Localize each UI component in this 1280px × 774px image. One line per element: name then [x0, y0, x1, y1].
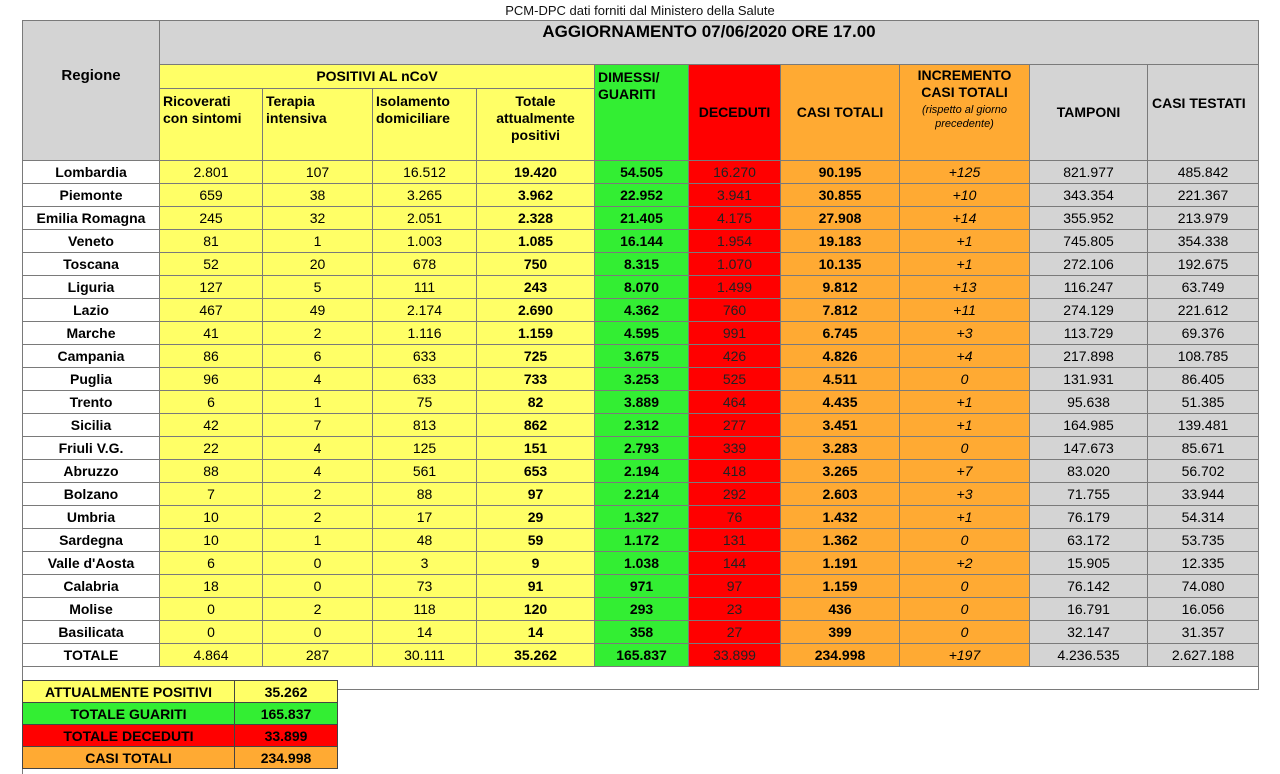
cell-dimessi: 2.214 [595, 483, 689, 506]
cell-casi-testati: 33.944 [1148, 483, 1259, 506]
cell-ricoverati: 6 [160, 552, 263, 575]
cell-casi-totali: 27.908 [781, 207, 900, 230]
cell-regione: Trento [23, 391, 160, 414]
cell-dimessi: 3.889 [595, 391, 689, 414]
cell-terapia: 4 [263, 368, 373, 391]
table-row [23, 621, 1259, 644]
summary-value: 35.262 [235, 681, 338, 703]
cell-isolamento: 30.111 [373, 644, 477, 667]
cell-deceduti: 277 [689, 414, 781, 437]
header-incremento-label: INCREMENTO CASI TOTALI [917, 67, 1012, 100]
cell-incremento: +197 [900, 644, 1030, 667]
cell-casi-totali: 1.432 [781, 506, 900, 529]
cell-totale-positivi: 750 [477, 253, 595, 276]
cell-regione: Calabria [23, 575, 160, 598]
table-row [23, 575, 1259, 598]
cell-tamponi: 32.147 [1030, 621, 1148, 644]
table-row [23, 460, 1259, 483]
summary-row [23, 681, 338, 703]
cell-casi-totali: 7.812 [781, 299, 900, 322]
table-body [23, 161, 1259, 690]
cell-ricoverati: 22 [160, 437, 263, 460]
cell-casi-totali: 3.451 [781, 414, 900, 437]
header-tamponi: TAMPONI [1030, 65, 1148, 161]
cell-casi-testati: 54.314 [1148, 506, 1259, 529]
summary-table [22, 680, 338, 769]
cell-isolamento: 1.003 [373, 230, 477, 253]
cell-casi-totali: 1.362 [781, 529, 900, 552]
cell-regione: Friuli V.G. [23, 437, 160, 460]
cell-isolamento: 14 [373, 621, 477, 644]
cell-casi-totali: 30.855 [781, 184, 900, 207]
cell-totale-positivi: 1.159 [477, 322, 595, 345]
cell-casi-testati: 108.785 [1148, 345, 1259, 368]
cell-deceduti: 464 [689, 391, 781, 414]
cell-casi-totali: 436 [781, 598, 900, 621]
cell-totale-positivi: 2.690 [477, 299, 595, 322]
cell-ricoverati: 2.801 [160, 161, 263, 184]
cell-isolamento: 2.174 [373, 299, 477, 322]
cell-dimessi: 2.194 [595, 460, 689, 483]
cell-terapia: 107 [263, 161, 373, 184]
cell-isolamento: 3 [373, 552, 477, 575]
cell-tamponi: 274.129 [1030, 299, 1148, 322]
cell-dimessi: 8.070 [595, 276, 689, 299]
table-row [23, 598, 1259, 621]
cell-tamponi: 113.729 [1030, 322, 1148, 345]
cell-regione: Abruzzo [23, 460, 160, 483]
cell-tamponi: 15.905 [1030, 552, 1148, 575]
cell-totale-positivi: 29 [477, 506, 595, 529]
cell-casi-totali: 3.283 [781, 437, 900, 460]
cell-dimessi: 293 [595, 598, 689, 621]
cell-deceduti: 131 [689, 529, 781, 552]
cell-tamponi: 71.755 [1030, 483, 1148, 506]
cell-isolamento: 125 [373, 437, 477, 460]
cell-ricoverati: 81 [160, 230, 263, 253]
cell-isolamento: 678 [373, 253, 477, 276]
table-row [23, 299, 1259, 322]
cell-dimessi: 3.253 [595, 368, 689, 391]
cell-ricoverati: 6 [160, 391, 263, 414]
table-row [23, 322, 1259, 345]
cell-casi-testati: 31.357 [1148, 621, 1259, 644]
cell-ricoverati: 41 [160, 322, 263, 345]
cell-incremento: +1 [900, 391, 1030, 414]
cell-dimessi: 21.405 [595, 207, 689, 230]
cell-totale-positivi: 243 [477, 276, 595, 299]
header-incremento-note: (rispetto al giorno precedente) [922, 104, 1007, 130]
cell-terapia: 2 [263, 506, 373, 529]
cell-tamponi: 95.638 [1030, 391, 1148, 414]
header-regione: Regione [23, 21, 160, 161]
cell-incremento: 0 [900, 598, 1030, 621]
header-casi-totali: CASI TOTALI [781, 65, 900, 161]
cell-regione: Emilia Romagna [23, 207, 160, 230]
cell-isolamento: 75 [373, 391, 477, 414]
cell-totale-positivi: 2.328 [477, 207, 595, 230]
cell-isolamento: 633 [373, 345, 477, 368]
cell-regione: Umbria [23, 506, 160, 529]
cell-tamponi: 131.931 [1030, 368, 1148, 391]
cell-casi-totali: 6.745 [781, 322, 900, 345]
cell-regione: Lazio [23, 299, 160, 322]
cell-regione: Sicilia [23, 414, 160, 437]
cell-regione: Campania [23, 345, 160, 368]
cell-tamponi: 76.142 [1030, 575, 1148, 598]
cell-incremento: +13 [900, 276, 1030, 299]
table-row [23, 391, 1259, 414]
cell-totale-positivi: 3.962 [477, 184, 595, 207]
cell-casi-testati: 56.702 [1148, 460, 1259, 483]
cell-terapia: 0 [263, 552, 373, 575]
cell-casi-testati: 12.335 [1148, 552, 1259, 575]
cell-casi-testati: 192.675 [1148, 253, 1259, 276]
cell-totale-positivi: 862 [477, 414, 595, 437]
header-isolamento: Isolamento domiciliare [373, 89, 477, 161]
cell-incremento: +2 [900, 552, 1030, 575]
cell-regione: Valle d'Aosta [23, 552, 160, 575]
cell-isolamento: 813 [373, 414, 477, 437]
table-row [23, 552, 1259, 575]
cell-isolamento: 73 [373, 575, 477, 598]
cell-regione: Veneto [23, 230, 160, 253]
summary-row [23, 747, 338, 769]
cell-ricoverati: 0 [160, 621, 263, 644]
cell-casi-testati: 213.979 [1148, 207, 1259, 230]
cell-tamponi: 343.354 [1030, 184, 1148, 207]
table-row [23, 230, 1259, 253]
table-row [23, 276, 1259, 299]
cell-dimessi: 1.038 [595, 552, 689, 575]
cell-incremento: 0 [900, 529, 1030, 552]
cell-terapia: 1 [263, 230, 373, 253]
cell-isolamento: 48 [373, 529, 477, 552]
cell-regione: Puglia [23, 368, 160, 391]
cell-dimessi: 3.675 [595, 345, 689, 368]
summary-row [23, 703, 338, 725]
cell-tamponi: 272.106 [1030, 253, 1148, 276]
cell-regione: Liguria [23, 276, 160, 299]
cell-totale-positivi: 9 [477, 552, 595, 575]
summary-value: 33.899 [235, 725, 338, 747]
cell-ricoverati: 245 [160, 207, 263, 230]
table-row [23, 483, 1259, 506]
cell-terapia: 2 [263, 483, 373, 506]
cell-ricoverati: 467 [160, 299, 263, 322]
cell-casi-testati: 53.735 [1148, 529, 1259, 552]
cell-regione: Lombardia [23, 161, 160, 184]
cell-totale-positivi: 653 [477, 460, 595, 483]
cell-dimessi: 16.144 [595, 230, 689, 253]
cell-deceduti: 33.899 [689, 644, 781, 667]
cell-tamponi: 821.977 [1030, 161, 1148, 184]
cell-dimessi: 2.312 [595, 414, 689, 437]
cell-terapia: 20 [263, 253, 373, 276]
cell-terapia: 7 [263, 414, 373, 437]
cell-deceduti: 339 [689, 437, 781, 460]
cell-deceduti: 991 [689, 322, 781, 345]
cell-tamponi: 16.791 [1030, 598, 1148, 621]
cell-dimessi: 1.172 [595, 529, 689, 552]
cell-ricoverati: 86 [160, 345, 263, 368]
header-deceduti: DECEDUTI [689, 65, 781, 161]
header-totale-positivi: Totale attualmente positivi [477, 89, 595, 161]
summary-label: CASI TOTALI [23, 747, 235, 769]
cell-isolamento: 633 [373, 368, 477, 391]
cell-incremento: +11 [900, 299, 1030, 322]
cell-casi-totali: 2.603 [781, 483, 900, 506]
cell-totale-positivi: 151 [477, 437, 595, 460]
cell-dimessi: 4.362 [595, 299, 689, 322]
cell-terapia: 0 [263, 575, 373, 598]
cell-incremento: 0 [900, 437, 1030, 460]
cell-casi-totali: 4.435 [781, 391, 900, 414]
cell-casi-testati: 86.405 [1148, 368, 1259, 391]
cell-dimessi: 22.952 [595, 184, 689, 207]
cell-tamponi: 745.805 [1030, 230, 1148, 253]
cell-regione: Piemonte [23, 184, 160, 207]
header-incremento [900, 65, 1030, 161]
cell-casi-testati: 69.376 [1148, 322, 1259, 345]
cell-isolamento: 88 [373, 483, 477, 506]
cell-regione: Sardegna [23, 529, 160, 552]
cell-casi-testati: 74.080 [1148, 575, 1259, 598]
cell-casi-totali: 90.195 [781, 161, 900, 184]
cell-totale-positivi: 97 [477, 483, 595, 506]
cell-terapia: 0 [263, 621, 373, 644]
cell-isolamento: 111 [373, 276, 477, 299]
cell-dimessi: 358 [595, 621, 689, 644]
cell-casi-totali: 19.183 [781, 230, 900, 253]
table-row [23, 414, 1259, 437]
cell-deceduti: 144 [689, 552, 781, 575]
cell-tamponi: 76.179 [1030, 506, 1148, 529]
cell-incremento: 0 [900, 368, 1030, 391]
cell-ricoverati: 18 [160, 575, 263, 598]
cell-terapia: 287 [263, 644, 373, 667]
cell-totale-positivi: 82 [477, 391, 595, 414]
summary-label: ATTUALMENTE POSITIVI [23, 681, 235, 703]
cell-deceduti: 1.954 [689, 230, 781, 253]
cell-tamponi: 217.898 [1030, 345, 1148, 368]
cell-terapia: 4 [263, 437, 373, 460]
cell-casi-testati: 85.671 [1148, 437, 1259, 460]
table-row [23, 345, 1259, 368]
cell-casi-testati: 354.338 [1148, 230, 1259, 253]
summary-value: 165.837 [235, 703, 338, 725]
cell-terapia: 4 [263, 460, 373, 483]
cell-ricoverati: 88 [160, 460, 263, 483]
cell-ricoverati: 659 [160, 184, 263, 207]
cell-casi-totali: 234.998 [781, 644, 900, 667]
cell-ricoverati: 10 [160, 529, 263, 552]
cell-totale-positivi: 59 [477, 529, 595, 552]
cell-regione: Marche [23, 322, 160, 345]
cell-incremento: +1 [900, 506, 1030, 529]
cell-terapia: 6 [263, 345, 373, 368]
cell-isolamento: 2.051 [373, 207, 477, 230]
cell-dimessi: 971 [595, 575, 689, 598]
cell-regione: Toscana [23, 253, 160, 276]
cell-totale-positivi: 1.085 [477, 230, 595, 253]
cell-incremento: +7 [900, 460, 1030, 483]
table-row [23, 207, 1259, 230]
cell-tamponi: 147.673 [1030, 437, 1148, 460]
cell-incremento: 0 [900, 575, 1030, 598]
cell-casi-totali: 399 [781, 621, 900, 644]
cell-casi-testati: 63.749 [1148, 276, 1259, 299]
header-terapia: Terapia intensiva [263, 89, 373, 161]
cell-casi-totali: 4.511 [781, 368, 900, 391]
header-positivi: POSITIVI AL nCoV [160, 65, 595, 89]
cell-regione: TOTALE [23, 644, 160, 667]
header-title: AGGIORNAMENTO 07/06/2020 ORE 17.00 [160, 21, 1259, 65]
cell-terapia: 2 [263, 598, 373, 621]
header-ricoverati: Ricoverati con sintomi [160, 89, 263, 161]
cell-ricoverati: 42 [160, 414, 263, 437]
cell-casi-totali: 10.135 [781, 253, 900, 276]
cell-tamponi: 83.020 [1030, 460, 1148, 483]
page-caption: PCM-DPC dati forniti dal Ministero della Salute [505, 3, 775, 18]
summary-value: 234.998 [235, 747, 338, 769]
cell-ricoverati: 52 [160, 253, 263, 276]
cell-deceduti: 76 [689, 506, 781, 529]
cell-totale-positivi: 733 [477, 368, 595, 391]
cell-totale-positivi: 725 [477, 345, 595, 368]
cell-isolamento: 1.116 [373, 322, 477, 345]
table-row [23, 253, 1259, 276]
summary-label: TOTALE GUARITI [23, 703, 235, 725]
table-row [23, 437, 1259, 460]
cell-tamponi: 355.952 [1030, 207, 1148, 230]
covid-data-table [22, 20, 1259, 690]
table-row [23, 506, 1259, 529]
cell-ricoverati: 127 [160, 276, 263, 299]
cell-deceduti: 97 [689, 575, 781, 598]
cell-dimessi: 1.327 [595, 506, 689, 529]
cell-casi-totali: 3.265 [781, 460, 900, 483]
cell-totale-positivi: 91 [477, 575, 595, 598]
cell-ricoverati: 10 [160, 506, 263, 529]
cell-regione: Molise [23, 598, 160, 621]
cell-deceduti: 27 [689, 621, 781, 644]
cell-terapia: 32 [263, 207, 373, 230]
cell-terapia: 2 [263, 322, 373, 345]
cell-dimessi: 165.837 [595, 644, 689, 667]
cell-deceduti: 418 [689, 460, 781, 483]
cell-deceduti: 23 [689, 598, 781, 621]
cell-terapia: 5 [263, 276, 373, 299]
summary-body [23, 681, 338, 769]
cell-casi-testati: 16.056 [1148, 598, 1259, 621]
cell-incremento: +125 [900, 161, 1030, 184]
table-row [23, 529, 1259, 552]
cell-tamponi: 116.247 [1030, 276, 1148, 299]
cell-deceduti: 1.070 [689, 253, 781, 276]
cell-incremento: +1 [900, 253, 1030, 276]
cell-ricoverati: 96 [160, 368, 263, 391]
table-row [23, 184, 1259, 207]
cell-tamponi: 63.172 [1030, 529, 1148, 552]
cell-casi-testati: 2.627.188 [1148, 644, 1259, 667]
summary-label: TOTALE DECEDUTI [23, 725, 235, 747]
cell-casi-testati: 221.612 [1148, 299, 1259, 322]
cell-dimessi: 54.505 [595, 161, 689, 184]
cell-ricoverati: 0 [160, 598, 263, 621]
cell-dimessi: 2.793 [595, 437, 689, 460]
cell-incremento: +3 [900, 322, 1030, 345]
cell-casi-totali: 4.826 [781, 345, 900, 368]
cell-tamponi: 4.236.535 [1030, 644, 1148, 667]
cell-ricoverati: 7 [160, 483, 263, 506]
cell-deceduti: 292 [689, 483, 781, 506]
cell-deceduti: 525 [689, 368, 781, 391]
cell-incremento: 0 [900, 621, 1030, 644]
cell-deceduti: 4.175 [689, 207, 781, 230]
cell-isolamento: 3.265 [373, 184, 477, 207]
cell-isolamento: 16.512 [373, 161, 477, 184]
cell-incremento: +3 [900, 483, 1030, 506]
table-row [23, 161, 1259, 184]
cell-incremento: +1 [900, 230, 1030, 253]
cell-terapia: 1 [263, 391, 373, 414]
header-dimessi: DIMESSI/ GUARITI [595, 65, 689, 161]
cell-casi-totali: 1.159 [781, 575, 900, 598]
cell-terapia: 1 [263, 529, 373, 552]
table-row [23, 644, 1259, 667]
cell-ricoverati: 4.864 [160, 644, 263, 667]
cell-casi-totali: 9.812 [781, 276, 900, 299]
cell-regione: Basilicata [23, 621, 160, 644]
table-row [23, 368, 1259, 391]
cell-totale-positivi: 120 [477, 598, 595, 621]
cell-casi-testati: 51.385 [1148, 391, 1259, 414]
cell-incremento: +1 [900, 414, 1030, 437]
cell-dimessi: 4.595 [595, 322, 689, 345]
cell-deceduti: 16.270 [689, 161, 781, 184]
cell-deceduti: 760 [689, 299, 781, 322]
summary-row [23, 725, 338, 747]
cell-tamponi: 164.985 [1030, 414, 1148, 437]
cell-incremento: +10 [900, 184, 1030, 207]
cell-totale-positivi: 14 [477, 621, 595, 644]
cell-deceduti: 3.941 [689, 184, 781, 207]
cell-casi-testati: 221.367 [1148, 184, 1259, 207]
header-casi-testati: CASI TESTATI [1148, 65, 1259, 161]
cell-casi-testati: 139.481 [1148, 414, 1259, 437]
cell-terapia: 38 [263, 184, 373, 207]
cell-regione: Bolzano [23, 483, 160, 506]
cell-isolamento: 561 [373, 460, 477, 483]
cell-totale-positivi: 19.420 [477, 161, 595, 184]
cell-incremento: +4 [900, 345, 1030, 368]
cell-dimessi: 8.315 [595, 253, 689, 276]
cell-deceduti: 426 [689, 345, 781, 368]
cell-deceduti: 1.499 [689, 276, 781, 299]
cell-casi-totali: 1.191 [781, 552, 900, 575]
cell-isolamento: 17 [373, 506, 477, 529]
cell-totale-positivi: 35.262 [477, 644, 595, 667]
cell-isolamento: 118 [373, 598, 477, 621]
cell-terapia: 49 [263, 299, 373, 322]
cell-incremento: +14 [900, 207, 1030, 230]
cell-casi-testati: 485.842 [1148, 161, 1259, 184]
